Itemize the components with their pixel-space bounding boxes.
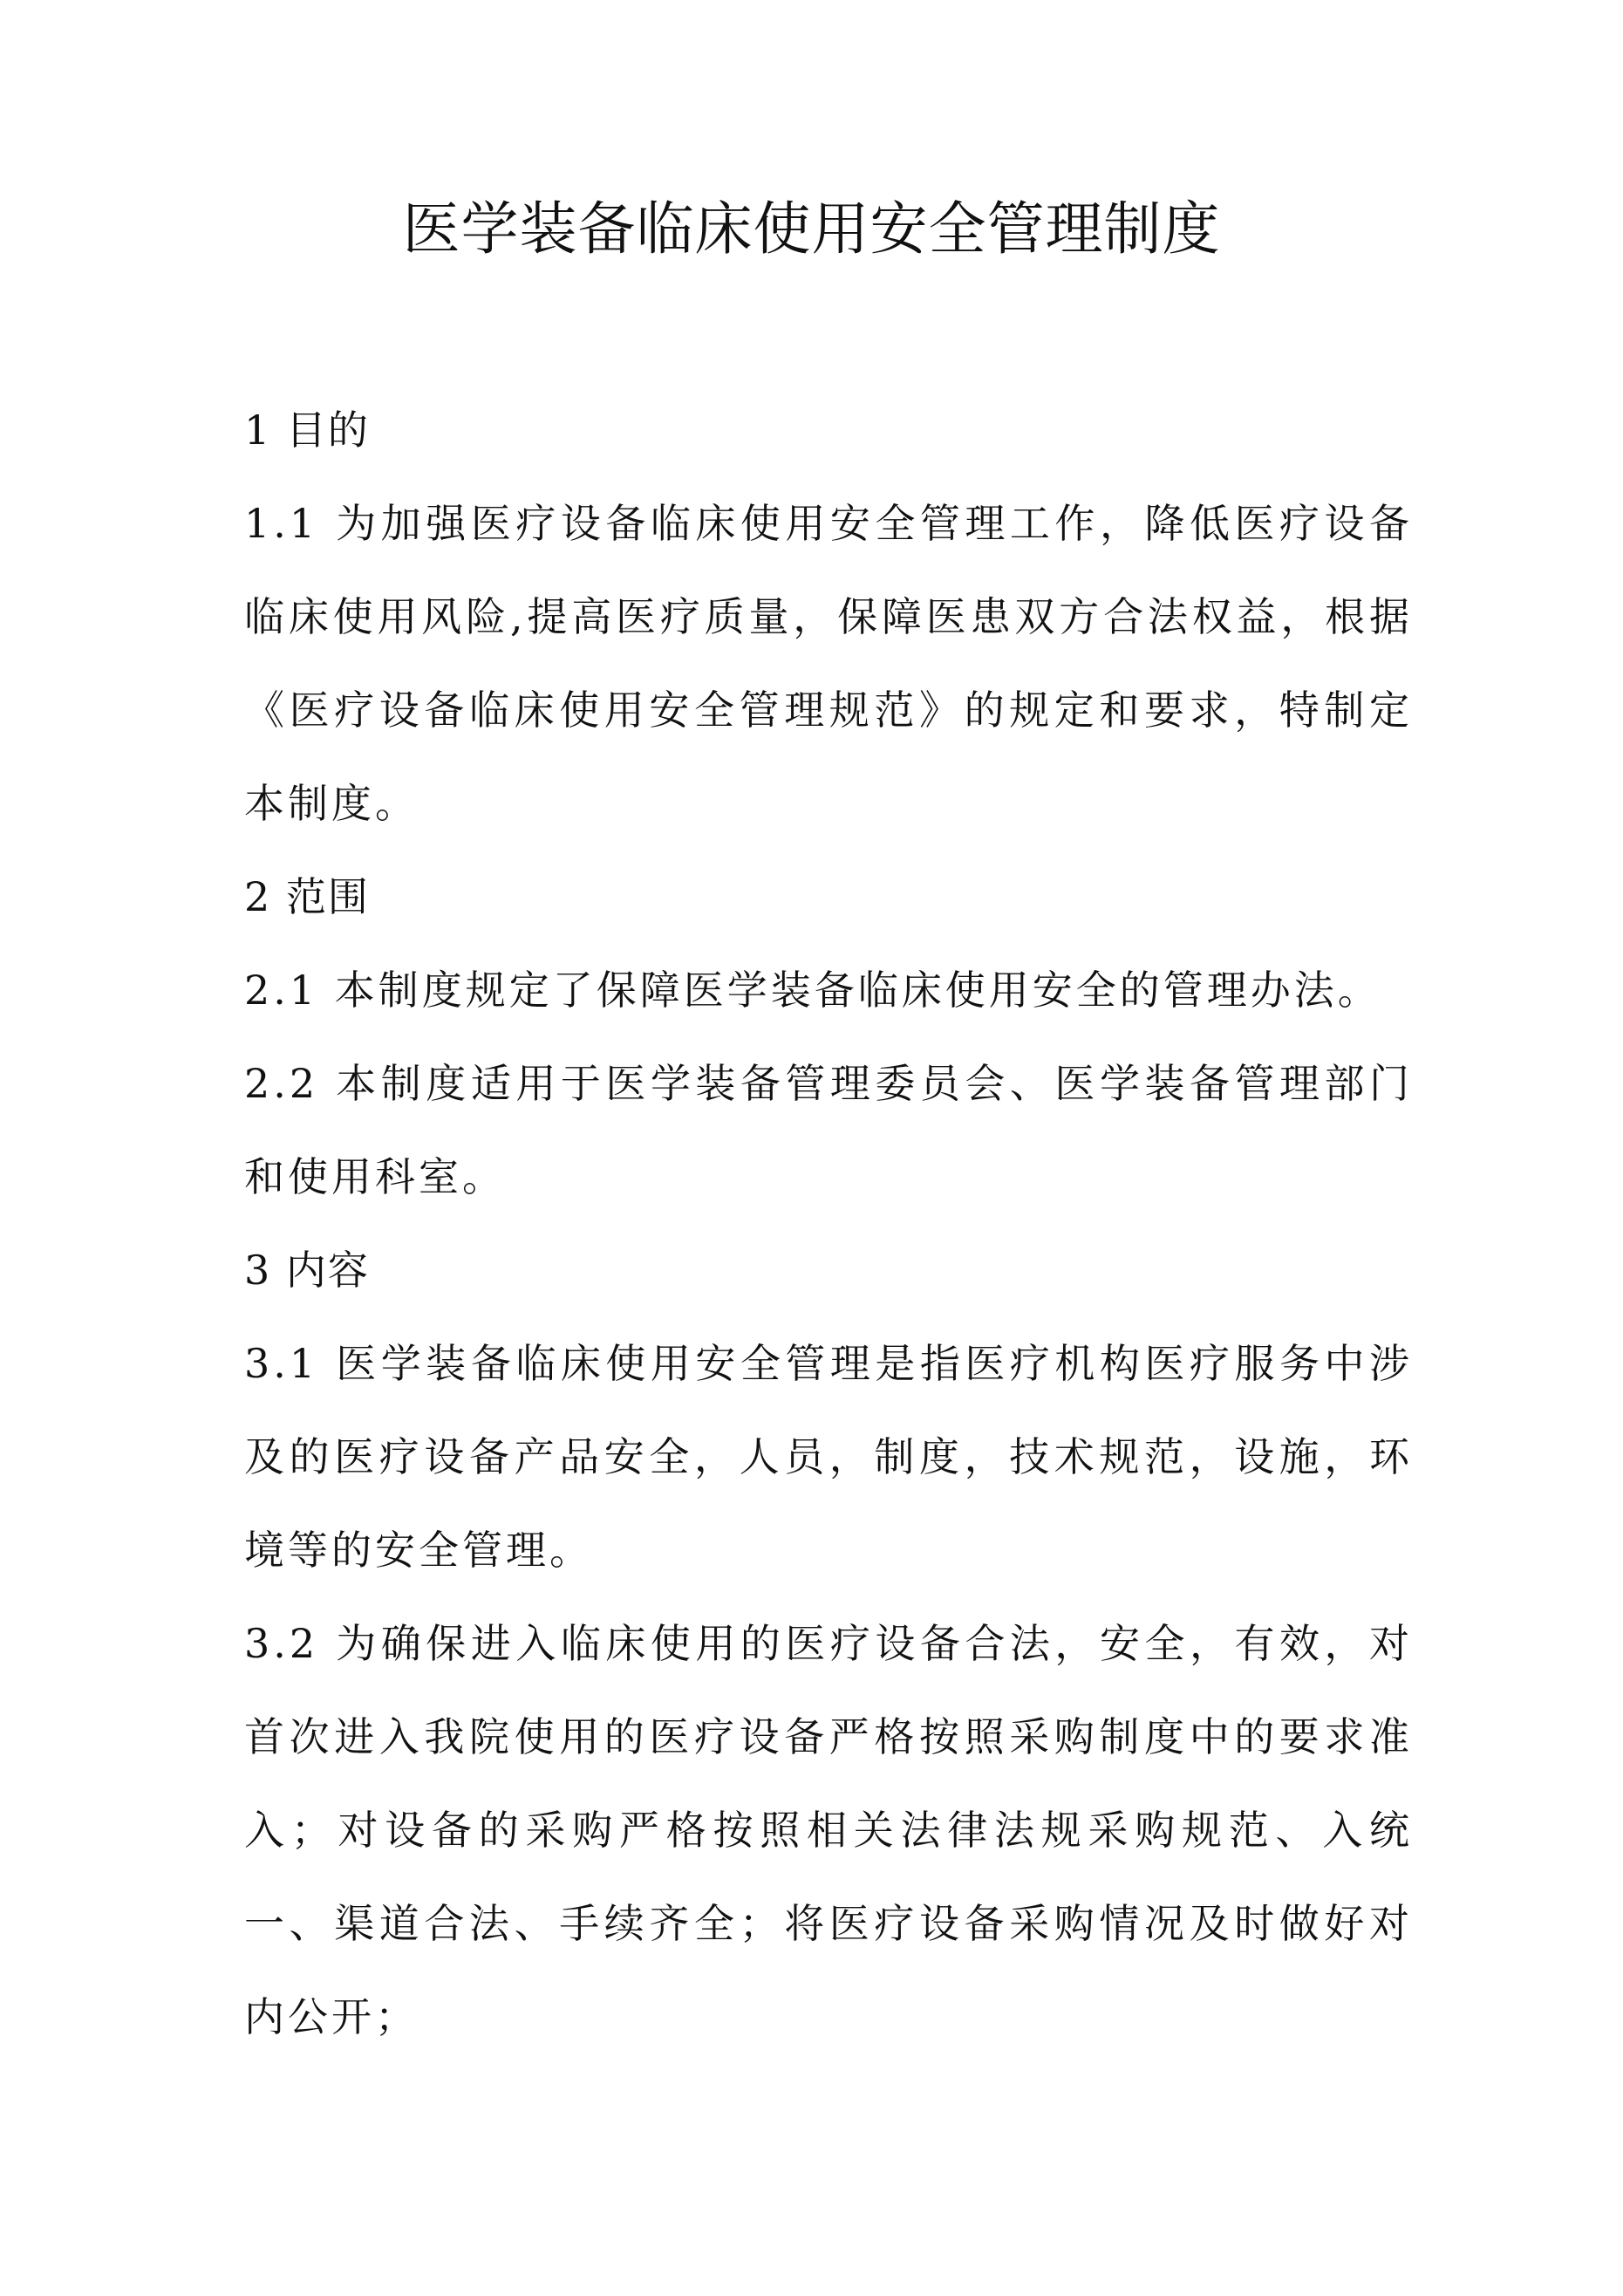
section-heading-purpose: 1 目的	[244, 407, 370, 454]
paragraph-1-1: 1.1 为加强医疗设备临床使用安全管理工作，降低医疗设备临床使用风险,提高医疗质量，保障医患双方合法权益，根据《医疗设备临床使用安全管理规范》的规定和要求，特制定本制度。	[244, 500, 1413, 827]
paragraph-2-1: 2.1 本制度规定了保障医学装备临床使用安全的管理办法。	[244, 967, 1381, 1014]
section-heading-scope: 2 范围	[244, 873, 370, 920]
paragraph-3-2: 3.2 为确保进入临床使用的医疗设备合法，安全，有效，对首次进入我院使用的医疗设备严格按照采购制度中的要求准入；对设备的采购严格按照相关法律法规采购规范、入统一、渠道合法、手续齐全；将医疗设备采购情况及时做好对内公开；	[244, 1620, 1413, 2040]
paragraph-3-1: 3.1 医学装备临床使用安全管理是指医疗机构医疗服务中涉及的医疗设备产品安全，人员，制度，技术规范，设施，环境等的安全管理。	[244, 1340, 1413, 1574]
section-heading-content: 3 内容	[244, 1247, 370, 1294]
document-body	[244, 384, 1413, 2064]
document-title: 医学装备临床使用安全管理制度	[402, 195, 1221, 263]
paragraph-2-2: 2.2 本制度适用于医学装备管理委员会、医学装备管理部门和使用科室。	[244, 1060, 1413, 1200]
